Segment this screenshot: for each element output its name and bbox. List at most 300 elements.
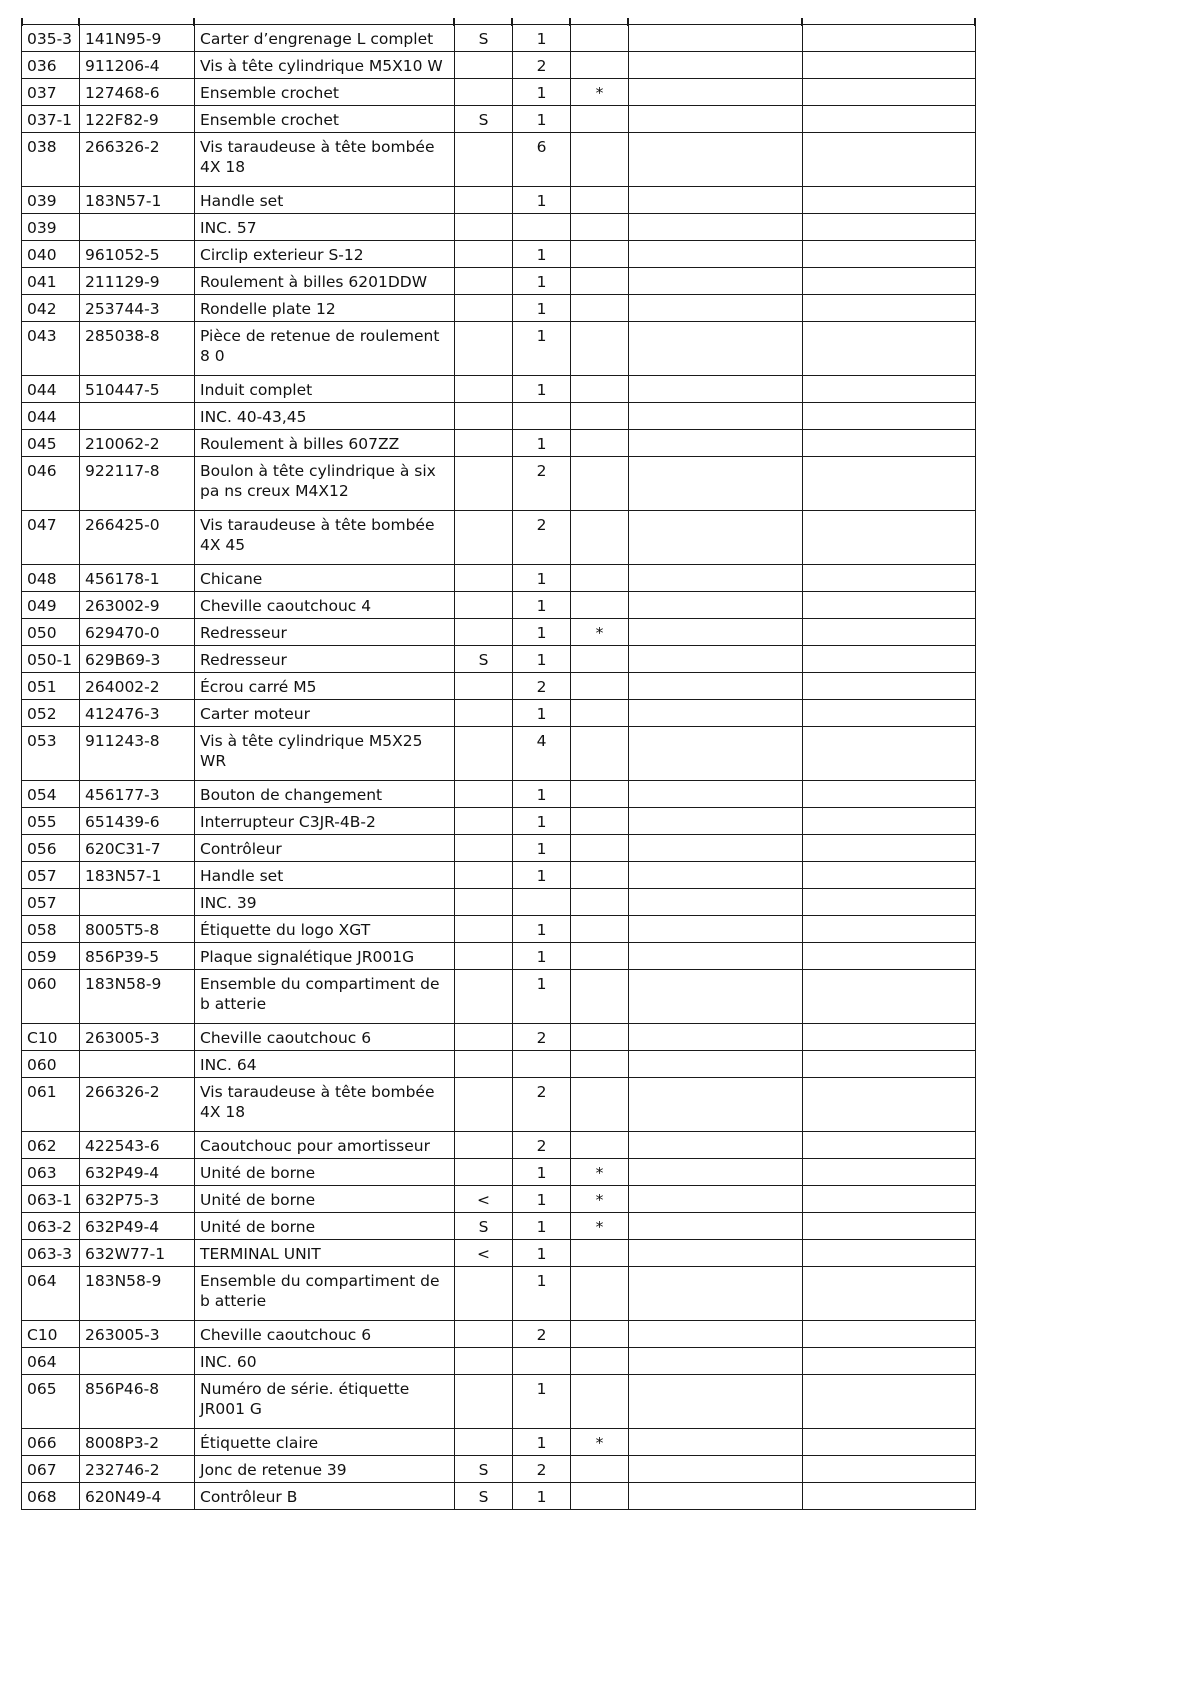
quantity-cell: 1 — [513, 79, 571, 106]
quantity-cell: 1 — [513, 1240, 571, 1267]
empty-column-cell-2 — [803, 133, 976, 187]
supply-code-cell — [455, 79, 513, 106]
note-mark-cell — [571, 970, 629, 1024]
empty-column-cell-1 — [629, 1186, 803, 1213]
description-cell: Plaque signalétique JR001G — [195, 943, 455, 970]
quantity-cell: 1 — [513, 430, 571, 457]
part-number-cell: 263005-3 — [80, 1024, 195, 1051]
empty-column-cell-1 — [629, 295, 803, 322]
supply-code-cell — [455, 781, 513, 808]
part-number-cell: 911243-8 — [80, 727, 195, 781]
empty-column-cell-1 — [629, 1078, 803, 1132]
note-mark-cell — [571, 430, 629, 457]
part-number-cell: 456178-1 — [80, 565, 195, 592]
table-row — [22, 970, 976, 1024]
supply-code-cell: S — [455, 1456, 513, 1483]
note-mark-cell: * — [571, 619, 629, 646]
note-mark-cell — [571, 1240, 629, 1267]
empty-column-cell-1 — [629, 700, 803, 727]
description-cell: Ensemble du compartiment de b atterie — [195, 1267, 455, 1321]
supply-code-cell: S — [455, 106, 513, 133]
table-row — [22, 835, 976, 862]
supply-code-cell — [455, 511, 513, 565]
supply-code-cell — [455, 1078, 513, 1132]
supply-code-cell: S — [455, 646, 513, 673]
note-mark-cell — [571, 673, 629, 700]
part-number-cell: 232746-2 — [80, 1456, 195, 1483]
quantity-cell: 2 — [513, 511, 571, 565]
description-cell: Vis taraudeuse à tête bombée 4X 18 — [195, 1078, 455, 1132]
note-mark-cell: * — [571, 1159, 629, 1186]
part-number-cell: 632W77-1 — [80, 1240, 195, 1267]
empty-column-cell-2 — [803, 1348, 976, 1375]
quantity-cell — [513, 403, 571, 430]
part-number-cell: 620N49-4 — [80, 1483, 195, 1510]
supply-code-cell — [455, 295, 513, 322]
quantity-cell: 1 — [513, 646, 571, 673]
empty-column-cell-1 — [629, 133, 803, 187]
item-number-cell: 068 — [22, 1483, 80, 1510]
empty-column-cell-2 — [803, 781, 976, 808]
empty-column-cell-1 — [629, 1483, 803, 1510]
quantity-cell: 1 — [513, 1159, 571, 1186]
description-cell: Ensemble crochet — [195, 106, 455, 133]
part-number-cell: 263002-9 — [80, 592, 195, 619]
empty-column-cell-2 — [803, 673, 976, 700]
part-number-cell — [80, 1051, 195, 1078]
item-number-cell: 043 — [22, 322, 80, 376]
empty-column-cell-1 — [629, 322, 803, 376]
empty-column-cell-2 — [803, 565, 976, 592]
empty-column-cell-1 — [629, 1375, 803, 1429]
supply-code-cell — [455, 133, 513, 187]
part-number-cell: 264002-2 — [80, 673, 195, 700]
empty-column-cell-1 — [629, 25, 803, 52]
description-cell: Carter moteur — [195, 700, 455, 727]
quantity-cell: 1 — [513, 268, 571, 295]
quantity-cell: 1 — [513, 592, 571, 619]
supply-code-cell: < — [455, 1240, 513, 1267]
empty-column-cell-2 — [803, 1186, 976, 1213]
item-number-cell: C10 — [22, 1321, 80, 1348]
note-mark-cell — [571, 52, 629, 79]
empty-column-cell-1 — [629, 511, 803, 565]
supply-code-cell — [455, 808, 513, 835]
parts-table-body — [22, 25, 976, 1510]
description-cell: Unité de borne — [195, 1159, 455, 1186]
part-number-cell: 629470-0 — [80, 619, 195, 646]
supply-code-cell — [455, 1132, 513, 1159]
part-number-cell: 632P49-4 — [80, 1213, 195, 1240]
note-mark-cell: * — [571, 79, 629, 106]
note-mark-cell — [571, 727, 629, 781]
description-cell: Vis à tête cylindrique M5X10 W — [195, 52, 455, 79]
empty-column-cell-2 — [803, 1132, 976, 1159]
supply-code-cell — [455, 889, 513, 916]
empty-column-cell-1 — [629, 1456, 803, 1483]
item-number-cell: 044 — [22, 376, 80, 403]
supply-code-cell — [455, 943, 513, 970]
supply-code-cell — [455, 322, 513, 376]
part-number-cell: 911206-4 — [80, 52, 195, 79]
empty-column-cell-1 — [629, 214, 803, 241]
empty-column-cell-1 — [629, 781, 803, 808]
quantity-cell: 1 — [513, 322, 571, 376]
table-row — [22, 214, 976, 241]
quantity-cell: 1 — [513, 700, 571, 727]
empty-column-cell-1 — [629, 1267, 803, 1321]
empty-column-cell-1 — [629, 52, 803, 79]
supply-code-cell — [455, 376, 513, 403]
description-cell: Induit complet — [195, 376, 455, 403]
item-number-cell: 067 — [22, 1456, 80, 1483]
part-number-cell: 266425-0 — [80, 511, 195, 565]
quantity-cell: 1 — [513, 862, 571, 889]
item-number-cell: 050-1 — [22, 646, 80, 673]
note-mark-cell — [571, 916, 629, 943]
empty-column-cell-1 — [629, 457, 803, 511]
item-number-cell: 057 — [22, 889, 80, 916]
part-number-cell: 183N57-1 — [80, 187, 195, 214]
empty-column-cell-1 — [629, 1213, 803, 1240]
table-row — [22, 1267, 976, 1321]
description-cell: Caoutchouc pour amortisseur — [195, 1132, 455, 1159]
supply-code-cell: < — [455, 1186, 513, 1213]
empty-column-cell-1 — [629, 835, 803, 862]
part-number-cell: 620C31-7 — [80, 835, 195, 862]
quantity-cell: 2 — [513, 673, 571, 700]
quantity-cell: 2 — [513, 1321, 571, 1348]
table-row — [22, 1024, 976, 1051]
supply-code-cell — [455, 268, 513, 295]
description-cell: Vis à tête cylindrique M5X25 WR — [195, 727, 455, 781]
quantity-cell: 1 — [513, 916, 571, 943]
note-mark-cell — [571, 592, 629, 619]
description-cell: Ensemble crochet — [195, 79, 455, 106]
item-number-cell: 044 — [22, 403, 80, 430]
note-mark-cell — [571, 1132, 629, 1159]
description-cell: INC. 60 — [195, 1348, 455, 1375]
description-cell: Roulement à billes 607ZZ — [195, 430, 455, 457]
description-cell: Rondelle plate 12 — [195, 295, 455, 322]
empty-column-cell-1 — [629, 1348, 803, 1375]
description-cell: Bouton de changement — [195, 781, 455, 808]
empty-column-cell-1 — [629, 916, 803, 943]
quantity-cell: 1 — [513, 1267, 571, 1321]
description-cell: INC. 64 — [195, 1051, 455, 1078]
item-number-cell: C10 — [22, 1024, 80, 1051]
quantity-cell: 1 — [513, 1483, 571, 1510]
empty-column-cell-1 — [629, 1159, 803, 1186]
item-number-cell: 066 — [22, 1429, 80, 1456]
empty-column-cell-1 — [629, 1429, 803, 1456]
quantity-cell — [513, 1051, 571, 1078]
note-mark-cell — [571, 322, 629, 376]
empty-column-cell-2 — [803, 1429, 976, 1456]
empty-column-cell-1 — [629, 808, 803, 835]
part-number-cell: 8008P3-2 — [80, 1429, 195, 1456]
table-row — [22, 1483, 976, 1510]
note-mark-cell: * — [571, 1213, 629, 1240]
supply-code-cell — [455, 457, 513, 511]
note-mark-cell — [571, 700, 629, 727]
note-mark-cell — [571, 25, 629, 52]
table-row — [22, 1456, 976, 1483]
empty-column-cell-2 — [803, 1267, 976, 1321]
part-number-cell: 183N58-9 — [80, 970, 195, 1024]
quantity-cell: 2 — [513, 52, 571, 79]
description-cell: Cheville caoutchouc 4 — [195, 592, 455, 619]
empty-column-cell-2 — [803, 1078, 976, 1132]
quantity-cell — [513, 214, 571, 241]
table-row — [22, 781, 976, 808]
quantity-cell: 2 — [513, 1132, 571, 1159]
part-number-cell: 651439-6 — [80, 808, 195, 835]
description-cell: Contrôleur — [195, 835, 455, 862]
description-cell: Boulon à tête cylindrique à six pa ns creux M4X12 — [195, 457, 455, 511]
note-mark-cell — [571, 403, 629, 430]
quantity-cell: 1 — [513, 25, 571, 52]
note-mark-cell — [571, 808, 629, 835]
table-row — [22, 1429, 976, 1456]
item-number-cell: 045 — [22, 430, 80, 457]
quantity-cell: 1 — [513, 619, 571, 646]
empty-column-cell-2 — [803, 1483, 976, 1510]
empty-column-cell-1 — [629, 1321, 803, 1348]
empty-column-cell-2 — [803, 1213, 976, 1240]
empty-column-cell-2 — [803, 322, 976, 376]
note-mark-cell — [571, 1078, 629, 1132]
description-cell: Unité de borne — [195, 1186, 455, 1213]
note-mark-cell — [571, 1321, 629, 1348]
item-number-cell: 039 — [22, 187, 80, 214]
item-number-cell: 049 — [22, 592, 80, 619]
item-number-cell: 036 — [22, 52, 80, 79]
description-cell: INC. 40-43,45 — [195, 403, 455, 430]
supply-code-cell — [455, 673, 513, 700]
empty-column-cell-1 — [629, 241, 803, 268]
empty-column-cell-2 — [803, 1375, 976, 1429]
note-mark-cell — [571, 457, 629, 511]
supply-code-cell — [455, 862, 513, 889]
quantity-cell: 1 — [513, 781, 571, 808]
item-number-cell: 047 — [22, 511, 80, 565]
table-row — [22, 700, 976, 727]
quantity-cell — [513, 889, 571, 916]
part-number-cell: 141N95-9 — [80, 25, 195, 52]
item-number-cell: 052 — [22, 700, 80, 727]
parts-table — [21, 24, 976, 1510]
note-mark-cell — [571, 1267, 629, 1321]
item-number-cell: 037 — [22, 79, 80, 106]
quantity-cell: 2 — [513, 1078, 571, 1132]
empty-column-cell-1 — [629, 1051, 803, 1078]
supply-code-cell — [455, 52, 513, 79]
item-number-cell: 037-1 — [22, 106, 80, 133]
table-row — [22, 52, 976, 79]
description-cell: Chicane — [195, 565, 455, 592]
quantity-cell: 1 — [513, 187, 571, 214]
supply-code-cell — [455, 565, 513, 592]
description-cell: Étiquette claire — [195, 1429, 455, 1456]
supply-code-cell — [455, 1024, 513, 1051]
empty-column-cell-2 — [803, 970, 976, 1024]
empty-column-cell-1 — [629, 187, 803, 214]
supply-code-cell — [455, 1375, 513, 1429]
item-number-cell: 050 — [22, 619, 80, 646]
part-number-cell: 122F82-9 — [80, 106, 195, 133]
table-row — [22, 916, 976, 943]
empty-column-cell-2 — [803, 943, 976, 970]
empty-column-cell-1 — [629, 1132, 803, 1159]
quantity-cell: 1 — [513, 835, 571, 862]
supply-code-cell — [455, 835, 513, 862]
part-number-cell — [80, 214, 195, 241]
empty-column-cell-2 — [803, 916, 976, 943]
quantity-cell: 1 — [513, 943, 571, 970]
note-mark-cell — [571, 1375, 629, 1429]
quantity-cell: 6 — [513, 133, 571, 187]
note-mark-cell — [571, 1483, 629, 1510]
table-row — [22, 592, 976, 619]
item-number-cell: 048 — [22, 565, 80, 592]
empty-column-cell-1 — [629, 889, 803, 916]
supply-code-cell — [455, 1159, 513, 1186]
empty-column-cell-1 — [629, 79, 803, 106]
part-number-cell: 183N58-9 — [80, 1267, 195, 1321]
table-row — [22, 808, 976, 835]
table-row — [22, 727, 976, 781]
table-row — [22, 322, 976, 376]
table-row — [22, 403, 976, 430]
empty-column-cell-2 — [803, 268, 976, 295]
note-mark-cell — [571, 889, 629, 916]
description-cell: Circlip exterieur S-12 — [195, 241, 455, 268]
empty-column-cell-2 — [803, 727, 976, 781]
item-number-cell: 040 — [22, 241, 80, 268]
note-mark-cell — [571, 1024, 629, 1051]
quantity-cell: 1 — [513, 565, 571, 592]
empty-column-cell-1 — [629, 646, 803, 673]
note-mark-cell — [571, 835, 629, 862]
part-number-cell — [80, 403, 195, 430]
note-mark-cell — [571, 781, 629, 808]
table-row — [22, 943, 976, 970]
part-number-cell: 632P49-4 — [80, 1159, 195, 1186]
supply-code-cell — [455, 1051, 513, 1078]
table-row — [22, 457, 976, 511]
empty-column-cell-2 — [803, 241, 976, 268]
item-number-cell: 051 — [22, 673, 80, 700]
empty-column-cell-1 — [629, 268, 803, 295]
empty-column-cell-2 — [803, 1456, 976, 1483]
table-row — [22, 79, 976, 106]
table-row — [22, 511, 976, 565]
empty-column-cell-1 — [629, 565, 803, 592]
part-number-cell: 127468-6 — [80, 79, 195, 106]
part-number-cell: 856P46-8 — [80, 1375, 195, 1429]
part-number-cell: 422543-6 — [80, 1132, 195, 1159]
empty-column-cell-2 — [803, 25, 976, 52]
empty-column-cell-1 — [629, 592, 803, 619]
empty-column-cell-2 — [803, 511, 976, 565]
empty-column-cell-2 — [803, 646, 976, 673]
supply-code-cell — [455, 592, 513, 619]
empty-column-cell-1 — [629, 1240, 803, 1267]
quantity-cell: 2 — [513, 1456, 571, 1483]
quantity-cell: 1 — [513, 376, 571, 403]
table-row — [22, 619, 976, 646]
supply-code-cell — [455, 430, 513, 457]
description-cell: Redresseur — [195, 646, 455, 673]
empty-column-cell-1 — [629, 673, 803, 700]
supply-code-cell: S — [455, 1213, 513, 1240]
empty-column-cell-2 — [803, 52, 976, 79]
description-cell: Contrôleur B — [195, 1483, 455, 1510]
description-cell: Cheville caoutchouc 6 — [195, 1024, 455, 1051]
item-number-cell: 064 — [22, 1267, 80, 1321]
table-row — [22, 1321, 976, 1348]
item-number-cell: 063-3 — [22, 1240, 80, 1267]
part-number-cell: 266326-2 — [80, 1078, 195, 1132]
description-cell: Jonc de retenue 39 — [195, 1456, 455, 1483]
quantity-cell: 1 — [513, 1186, 571, 1213]
quantity-cell — [513, 1348, 571, 1375]
empty-column-cell-1 — [629, 862, 803, 889]
part-number-cell: 961052-5 — [80, 241, 195, 268]
table-row — [22, 1078, 976, 1132]
item-number-cell: 057 — [22, 862, 80, 889]
empty-column-cell-2 — [803, 79, 976, 106]
table-row — [22, 1159, 976, 1186]
description-cell: Handle set — [195, 862, 455, 889]
part-number-cell: 253744-3 — [80, 295, 195, 322]
empty-column-cell-2 — [803, 106, 976, 133]
description-cell: Carter d’engrenage L complet — [195, 25, 455, 52]
note-mark-cell — [571, 511, 629, 565]
empty-column-cell-1 — [629, 619, 803, 646]
supply-code-cell — [455, 727, 513, 781]
note-mark-cell — [571, 862, 629, 889]
part-number-cell: 456177-3 — [80, 781, 195, 808]
table-row — [22, 268, 976, 295]
part-number-cell: 285038-8 — [80, 322, 195, 376]
description-cell: Étiquette du logo XGT — [195, 916, 455, 943]
table-row — [22, 565, 976, 592]
item-number-cell: 039 — [22, 214, 80, 241]
item-number-cell: 059 — [22, 943, 80, 970]
part-number-cell: 922117-8 — [80, 457, 195, 511]
item-number-cell: 041 — [22, 268, 80, 295]
empty-column-cell-1 — [629, 376, 803, 403]
description-cell: Roulement à billes 6201DDW — [195, 268, 455, 295]
note-mark-cell — [571, 106, 629, 133]
table-row — [22, 1375, 976, 1429]
empty-column-cell-2 — [803, 700, 976, 727]
description-cell: Cheville caoutchouc 6 — [195, 1321, 455, 1348]
note-mark-cell — [571, 943, 629, 970]
item-number-cell: 055 — [22, 808, 80, 835]
part-number-cell: 183N57-1 — [80, 862, 195, 889]
note-mark-cell — [571, 268, 629, 295]
item-number-cell: 063 — [22, 1159, 80, 1186]
empty-column-cell-2 — [803, 619, 976, 646]
supply-code-cell — [455, 1267, 513, 1321]
table-row — [22, 430, 976, 457]
table-row — [22, 106, 976, 133]
part-number-cell: 629B69-3 — [80, 646, 195, 673]
supply-code-cell — [455, 403, 513, 430]
